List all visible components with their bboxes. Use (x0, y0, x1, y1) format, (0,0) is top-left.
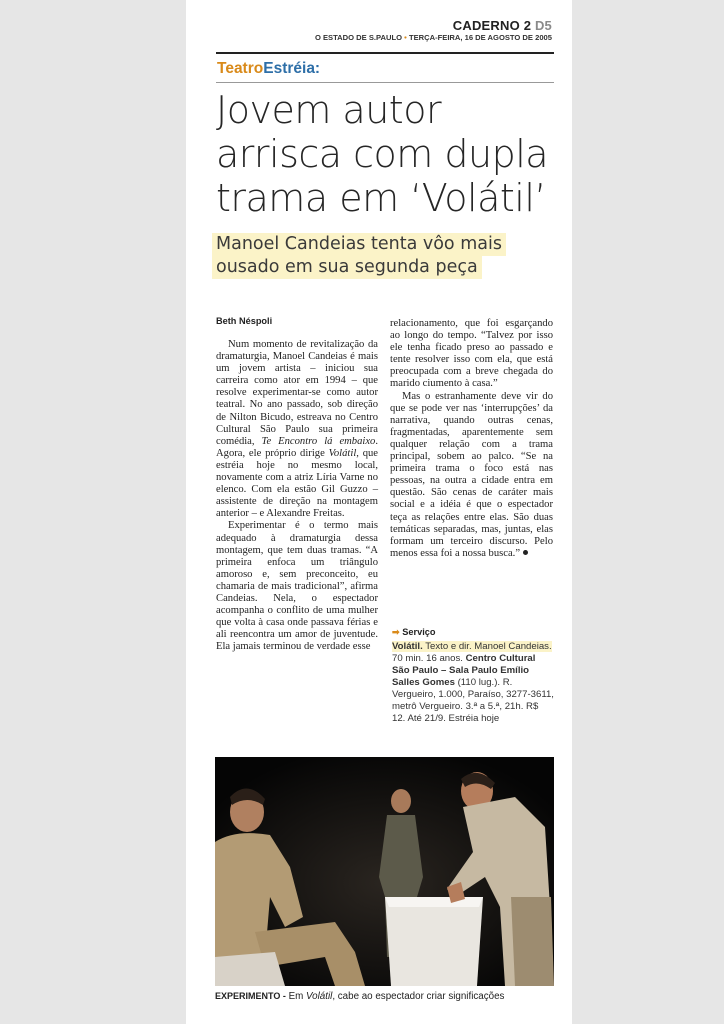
separator-bullet: • (404, 33, 407, 42)
end-mark-icon (523, 550, 528, 555)
newspaper-page (186, 0, 572, 1024)
photo-caption: EXPERIMENTO - Em Volátil, cabe ao espectador criar significações (215, 991, 505, 1002)
subheadline (212, 233, 512, 279)
servico-venue: Centro Cultural São Paulo – Sala Paulo Emílio Salles Gomes (392, 653, 536, 688)
headline-line: trama em ‘Volátil’ (216, 176, 546, 220)
subheadline-line: ousado em sua segunda peça (212, 256, 482, 279)
subheadline-line: Manoel Candeias tenta vôo mais (212, 233, 506, 256)
caption-play-title: Volátil (306, 991, 333, 1002)
kicker-rule (216, 82, 554, 83)
headline-line: arrisca com dupla (216, 132, 549, 176)
section-name: CADERNO 2 (452, 18, 532, 33)
kicker-section: Teatro (217, 60, 264, 77)
play-title: Te Encontro lá embaixo (261, 435, 376, 447)
page-number: D5 (534, 18, 552, 33)
kicker (217, 60, 320, 78)
caption-label: EXPERIMENTO - (215, 991, 286, 1001)
headline (216, 88, 556, 220)
stage-photo (215, 757, 554, 986)
servico-title (392, 627, 435, 638)
servico-label: Serviço (402, 627, 436, 637)
article-paragraph: Mas o estranhamente deve vir do que se pode ver nas ‘interrupções’ da narrativa, quando outras cenas, fragmentadas, aparentemente sem qualquer relação com a trama principal, sobem ao palco. “Se na primeira trama o foco está nas pessoas, na outra a cidade entra em questão. São cenas de caráter mais social e a idéia é que o espectador teça as relações entre elas. São duas temáticas separadas, mas, juntas, elas formam um terceiro discurso. Pelo menos essa foi a nossa busca.” (390, 390, 553, 559)
article-column-1 (216, 339, 378, 653)
article-paragraph: Experimentar é o termo mais adequado à dramaturgia dessa montagem, que tem duas tramas. “A primeira enfoca um triângulo amoroso e, sem preconceito, eu chamaria de mais tradicional”, afirma Candeias. Nela, o espectador acompanha o conflito de uma mulher que volta à casa onde passava férias e ali reencontra um amor de juventude. Ela jamais terminou de verdade esse (216, 520, 378, 653)
article-paragraph: relacionamento, que foi esgarçando ao longo do tempo. “Talvez por isso ele tenha ficado preso ao passado e tente resolver isso com ela, que está preocupada com a breve chegada do marido ciumento à casa.” (390, 318, 553, 390)
headline-line: Jovem autor (216, 88, 442, 132)
kicker-label: Estréia: (263, 60, 321, 77)
byline: Beth Néspoli (216, 316, 273, 326)
arrow-right-icon: ➡ (392, 627, 400, 637)
paper-dateline (315, 33, 552, 42)
paper-name: O ESTADO DE S.PAULO (314, 33, 403, 42)
servico-box: Volátil. Texto e dir. Manoel Candeias. 70 min. 16 anos. Centro Cultural São Paulo – Sala Paulo Emílio Salles Gomes (110 lug.). R. Vergueiro, 1.000, Paraíso, 3277-3611, metrô Vergueiro. 3.ª a 5.ª, 21h. R$ 12. Até 21/9. Estréia hoje (392, 641, 554, 724)
servico-play-name: Volátil. (392, 641, 423, 652)
article-paragraph: Num momento de revitalização da dramaturgia, Manoel Candeias é mais um jovem artista – iniciou sua carreira como ator em 1994 – que resolve experimentar-se como autor teatral. No ano passado, sob direção de Nilton Bicudo, estreava no Centro Cultural São Paulo sua primeira comédia, Te Encontro lá embaixo. Agora, ele próprio dirige Volátil, que estréia hoje no mesmo local, novamente com a atriz Líria Varne no elenco. Com ela estão Gil Guzzo – assistente de direção na montagem anterior – e Alexandre Freitas. (216, 339, 379, 520)
issue-date: TERÇA-FEIRA, 16 DE AGOSTO DE 2005 (408, 33, 552, 42)
section-header (453, 18, 552, 33)
top-rule (216, 52, 554, 54)
article-column-2 (390, 318, 553, 560)
play-title: Volátil (328, 447, 357, 459)
stage-photo-illustration (215, 757, 554, 986)
